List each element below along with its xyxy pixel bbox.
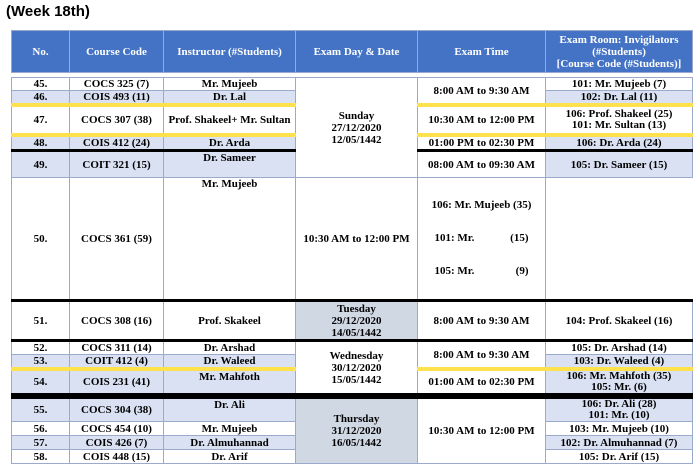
header-exam-day-date: Exam Day & Date xyxy=(296,31,418,73)
course-code: COIT 412 (4) xyxy=(70,355,164,370)
exam-time: 8:00 AM to 9:30 AM xyxy=(418,301,546,341)
instructor: Mr. Mujeeb xyxy=(164,78,296,91)
exam-time: 8:00 AM to 9:30 AM xyxy=(418,78,546,106)
instructor: Prof. Skakeel xyxy=(164,301,296,341)
instructor: Dr. Lal xyxy=(164,91,296,106)
course-code: COIS 493 (11) xyxy=(70,91,164,106)
instructor: Mr. Mujeeb xyxy=(164,178,296,301)
exam-room: 105: Dr. Sameer (15) xyxy=(546,151,693,178)
course-code: COIT 321 (15) xyxy=(70,151,164,178)
course-code: COIS 426 (7) xyxy=(70,436,164,450)
exam-room: 106: Mr. Mahfoth (35) 105: Mr. (6) xyxy=(546,369,693,396)
exam-day-tuesday: Tuesday 29/12/2020 14/05/1442 xyxy=(296,301,418,341)
exam-room: 102: Dr. Almuhannad (7) xyxy=(546,436,693,450)
header-exam-time: Exam Time xyxy=(418,31,546,73)
row-no: 47. xyxy=(12,105,70,135)
instructor: Mr. Mahfoth xyxy=(164,369,296,396)
instructor: Dr. Arif xyxy=(164,450,296,464)
header-exam-room: Exam Room: Invigilators (#Students) [Course Code (#Students)] xyxy=(546,31,693,73)
instructor: Dr. Almuhannad xyxy=(164,436,296,450)
instructor: Mr. Mujeeb xyxy=(164,422,296,436)
course-code: COCS 307 (38) xyxy=(70,105,164,135)
exam-day-thursday: Thursday 31/12/2020 16/05/1442 xyxy=(296,396,418,464)
instructor: Dr. Ali xyxy=(164,396,296,422)
table-row xyxy=(12,178,693,301)
exam-room: 103: Mr. Mujeeb (10) xyxy=(546,422,693,436)
course-code: COCS 454 (10) xyxy=(70,422,164,436)
exam-room: 106: Dr. Ali (28) 101: Mr. (10) xyxy=(546,396,693,422)
row-no: 53. xyxy=(12,355,70,370)
row-no: 52. xyxy=(12,341,70,355)
exam-time: 10:30 AM to 12:00 PM xyxy=(296,178,418,301)
table-row xyxy=(12,301,693,341)
exam-room: 104: Prof. Skakeel (16) xyxy=(546,301,693,341)
exam-room: 105: Dr. Arshad (14) xyxy=(546,341,693,355)
table-row xyxy=(12,78,693,91)
table-row xyxy=(12,341,693,355)
header-instructor: Instructor (#Students) xyxy=(164,31,296,73)
row-no: 46. xyxy=(12,91,70,106)
row-no: 48. xyxy=(12,135,70,151)
instructor: Dr. Arda xyxy=(164,135,296,151)
table-row xyxy=(12,396,693,422)
header-row xyxy=(12,31,693,73)
exam-room: 105: Dr. Arif (15) xyxy=(546,450,693,464)
exam-schedule-table xyxy=(11,30,693,464)
row-no: 49. xyxy=(12,151,70,178)
exam-room: 106: Mr. Mujeeb (35) 101: Mr. (15) 105: Mr. (9) xyxy=(418,178,546,301)
row-no: 57. xyxy=(12,436,70,450)
page-title: (Week 18th) xyxy=(6,3,90,20)
exam-room: 106: Prof. Shakeel (25) 101: Mr. Sultan (13) xyxy=(546,105,693,135)
course-code: COIS 448 (15) xyxy=(70,450,164,464)
course-code: COCS 311 (14) xyxy=(70,341,164,355)
instructor: Dr. Sameer xyxy=(164,151,296,178)
instructor: Prof. Shakeel+ Mr. Sultan xyxy=(164,105,296,135)
exam-time: 01:00 PM to 02:30 PM xyxy=(418,135,546,151)
exam-time: 01:00 AM to 02:30 PM xyxy=(418,369,546,396)
exam-time: 10:30 AM to 12:00 PM xyxy=(418,105,546,135)
row-no: 54. xyxy=(12,369,70,396)
exam-time: 08:00 AM to 09:30 AM xyxy=(418,151,546,178)
exam-time: 10:30 AM to 12:00 PM xyxy=(418,396,546,464)
row-no: 51. xyxy=(12,301,70,341)
row-no: 56. xyxy=(12,422,70,436)
row-no: 58. xyxy=(12,450,70,464)
row-no: 45. xyxy=(12,78,70,91)
exam-day-sunday: Sunday 27/12/2020 12/05/1442 xyxy=(296,78,418,178)
course-code: COCS 325 (7) xyxy=(70,78,164,91)
header-course-code: Course Code xyxy=(70,31,164,73)
header-no: No. xyxy=(12,31,70,73)
exam-room: 106: Dr. Arda (24) xyxy=(546,135,693,151)
row-no: 55. xyxy=(12,396,70,422)
exam-time: 8:00 AM to 9:30 AM xyxy=(418,341,546,370)
row-no: 50. xyxy=(12,178,70,301)
exam-day-wednesday: Wednesday 30/12/2020 15/05/1442 xyxy=(296,341,418,397)
exam-room: 101: Mr. Mujeeb (7) xyxy=(546,78,693,91)
course-code: COCS 361 (59) xyxy=(70,178,164,301)
exam-room: 102: Dr. Lal (11) xyxy=(546,91,693,106)
instructor: Dr. Waleed xyxy=(164,355,296,370)
course-code: COCS 304 (38) xyxy=(70,396,164,422)
course-code: COIS 231 (41) xyxy=(70,369,164,396)
course-code: COIS 412 (24) xyxy=(70,135,164,151)
course-code: COCS 308 (16) xyxy=(70,301,164,341)
exam-room: 103: Dr. Waleed (4) xyxy=(546,355,693,370)
instructor: Dr. Arshad xyxy=(164,341,296,355)
